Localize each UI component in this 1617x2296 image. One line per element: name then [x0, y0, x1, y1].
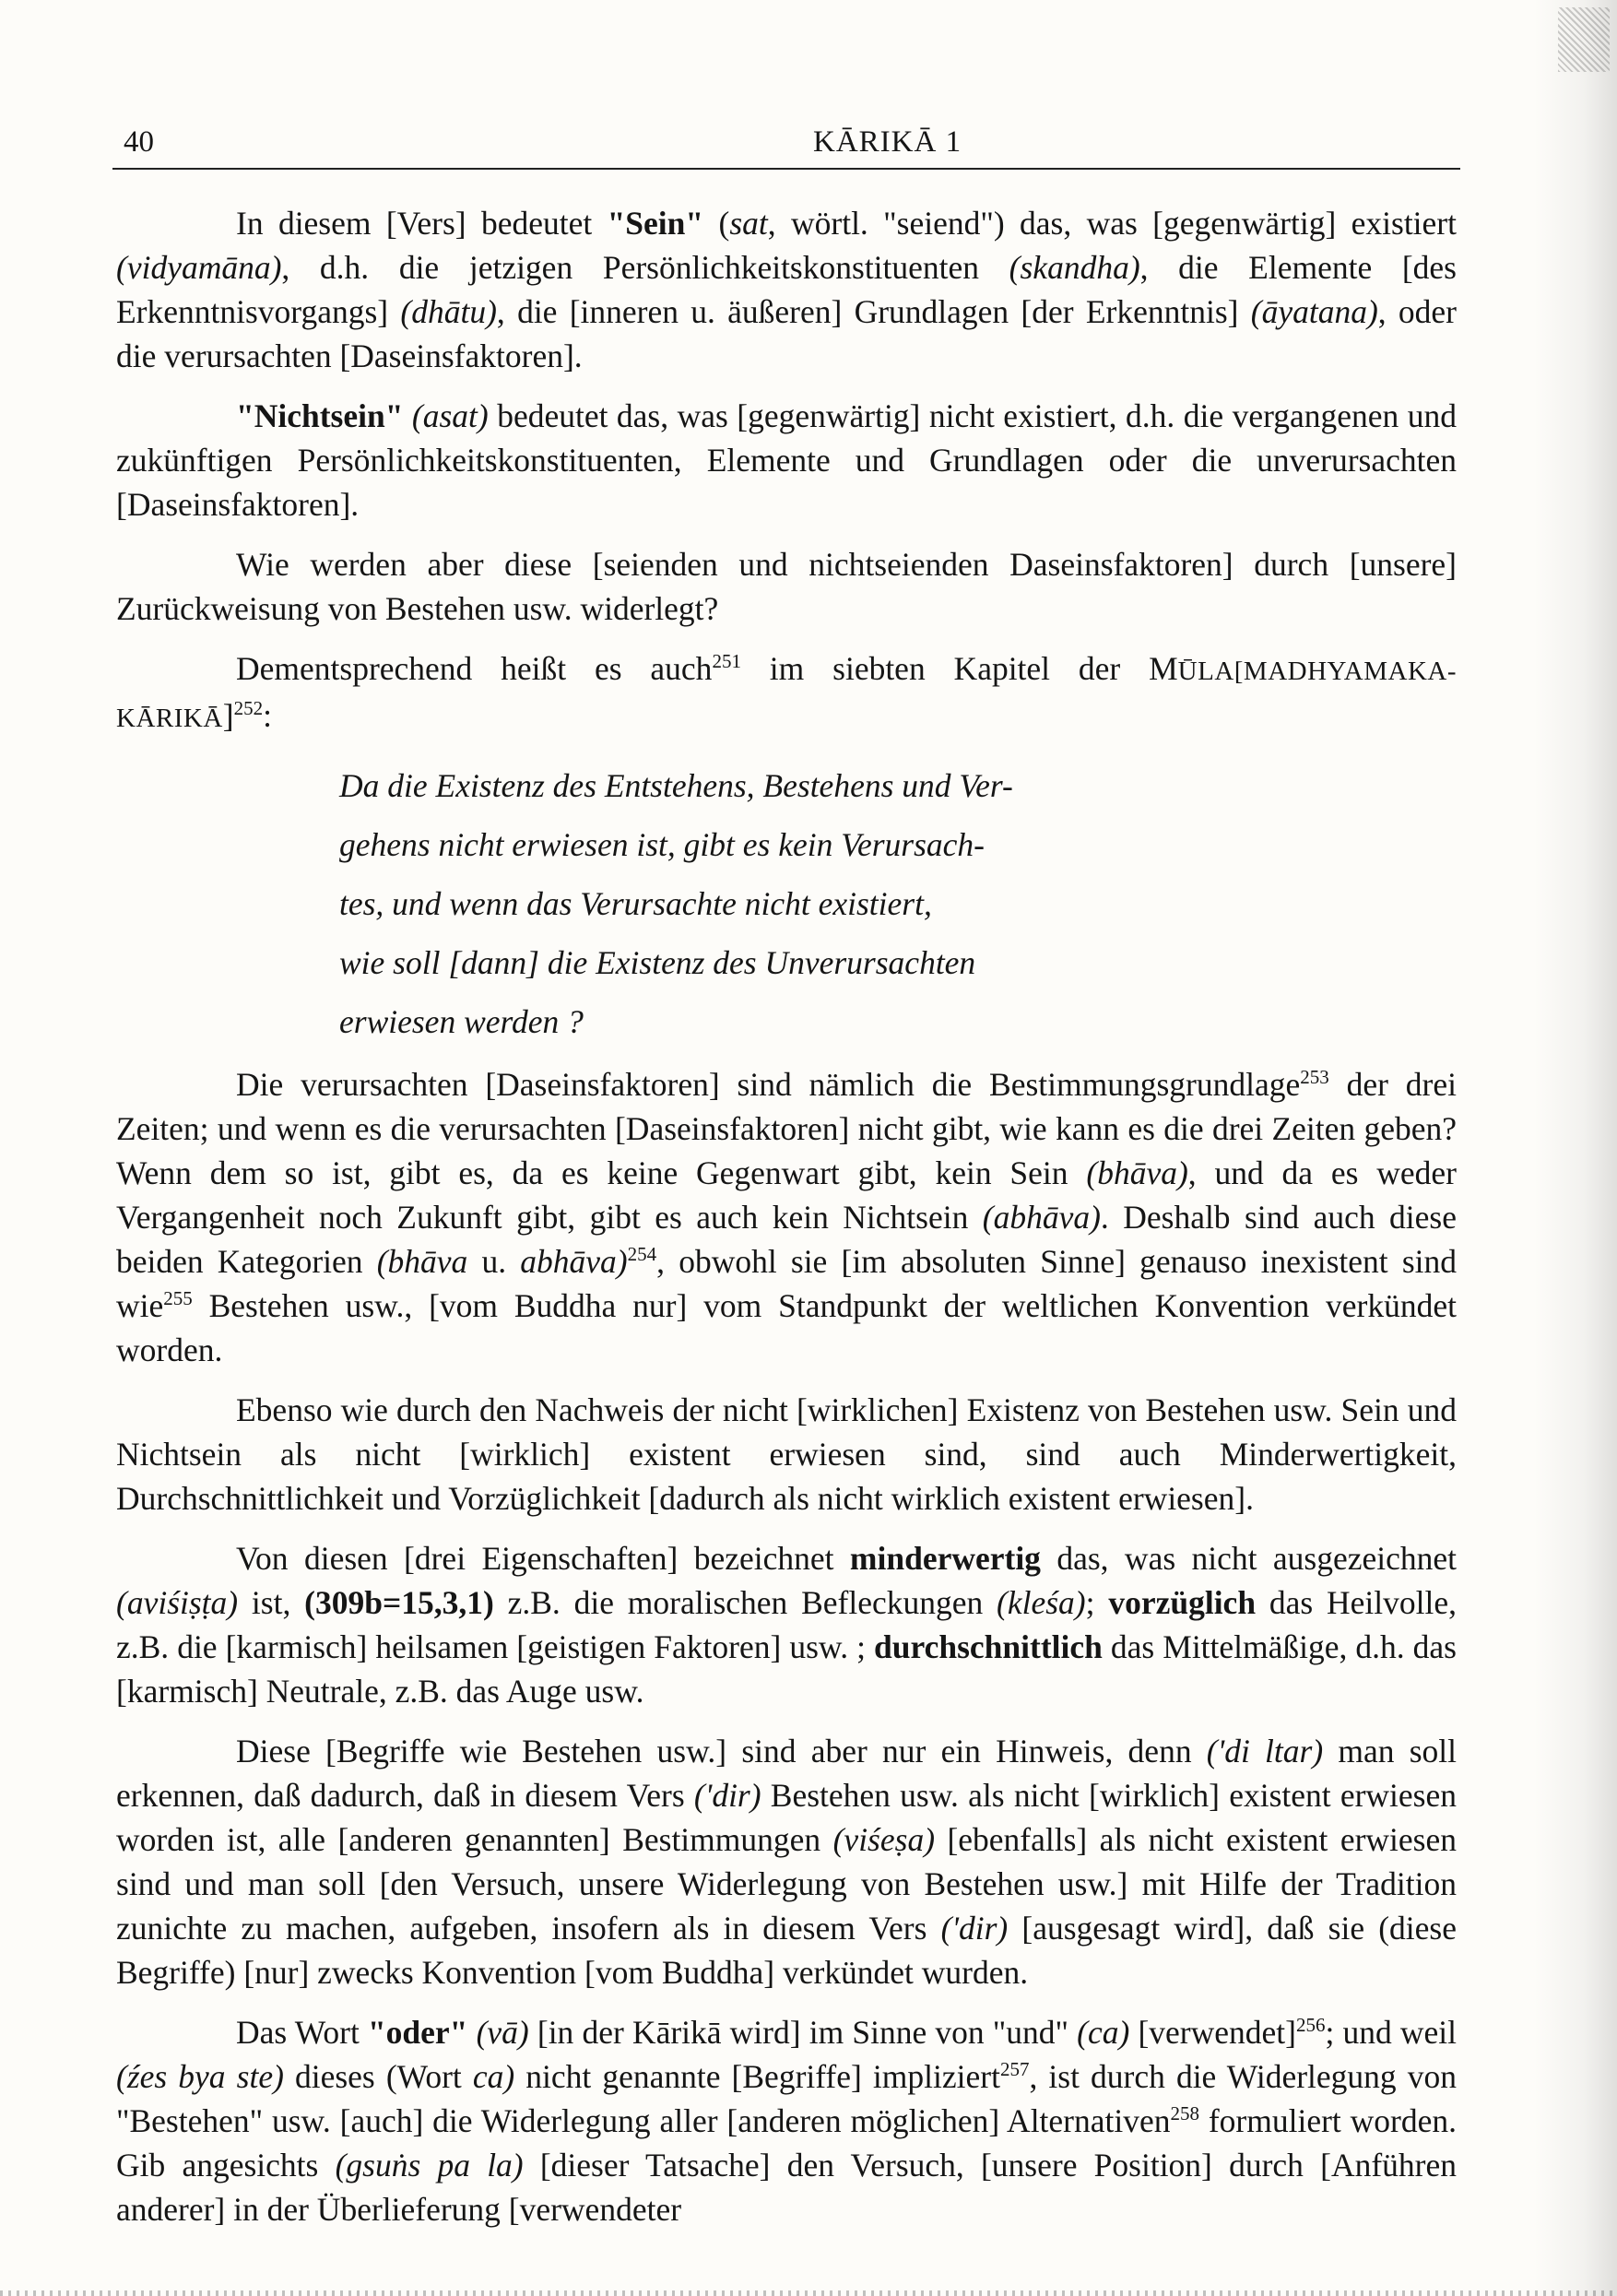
footnote-ref: 254 [627, 1243, 657, 1266]
paragraph-3: Wie werden aber diese [seienden und nichtseienden Daseinsfaktoren] durch [unsere] Zurückweisung von Bestehen usw. widerlegt? [116, 546, 1457, 627]
scan-edge-noise [0, 2290, 1617, 2296]
running-title: KĀRIKĀ 1 [813, 125, 962, 159]
body-text [116, 201, 1457, 2247]
paragraph-4: Dementsprechend heißt es auch$^{251}$ im siebten Kapitel der MŪLA[MADHYAMAKA- KĀRIKĀ]$^{252}$: [116, 650, 1457, 734]
verse-quote [339, 756, 1104, 1051]
paragraph-8: Diese [Begriffe wie Bestehen usw.] sind aber nur ein Hinweis, denn ('di ltar) man soll erkennen, daß dadurch, daß in diesem Vers ('dir) Bestehen usw. als nicht [wirklich] existent erwiesen worden ist, alle [anderen genannten] Bestimmungen (viśeṣa) [ebenfalls] als nicht existent erwiesen sind und man soll [den Versuch, unsere Widerlegung von Bestehen usw.] mit Hilfe der Tradition zunichte zu machen, aufgeben, insofern als in diesem Vers ('dir) [ausgesagt wird], daß sie (diese Begriffe) [nur] zwecks Konvention [vom Buddha] verkündet wurden. [116, 1733, 1458, 1991]
scan-shadow [1534, 0, 1617, 2296]
running-header [112, 125, 1458, 166]
page-number: 40 [124, 125, 154, 159]
paragraph-6: Ebenso wie durch den Nachweis der nicht [wirklichen] Existenz von Bestehen usw. Sein und Nichtsein als nicht [wirklich] existent erwiesen sind, sind auch Minderwertigkeit, Durchschnittlichkeit und Vorzüglichkeit [dadurch als nicht wirklich existent erwiesen]. [116, 1391, 1457, 1517]
footnote-ref: 253 [1300, 1066, 1329, 1089]
verse-line: gehens nicht erwiesen ist, gibt es kein Verursach- [339, 826, 985, 863]
paragraph-1: In diesem [Vers] bedeutet "Sein" (sat, wörtl. "seiend") das, was [gegenwärtig] existiert (vidyamāna), d.h. die jetzigen Persönlichkeitskonstituenten (skandha), die Elemente [des Erkenntnisvorgangs] (dhātu), die [inneren u. äußeren] Grundlagen [der Erkenntnis] (āyatana), oder die verursachten [Daseinsfaktoren]. [116, 205, 1457, 374]
paragraph-7: Von diesen [drei Eigenschaften] bezeichnet minderwertig das, was nicht ausgezeichnet (aviśiṣṭa) ist, (309b=15,3,1) z.B. die moralischen Befleckungen (kleśa); vorzüglich das Heilvolle, z.B. die [karmisch] heilsamen [geistigen Faktoren] usw. ; durchschnittlich das Mittelmäßige, d.h. das [karmisch] Neutrale, z.B. das Auge usw. [116, 1540, 1457, 1710]
paragraph-5: Die verursachten [Daseinsfaktoren] sind nämlich die Bestimmungsgrundlage$^{253}$ der drei Zeiten; und wenn es die verursachten [Daseinsfaktoren] nicht gibt, wie kann es die drei Zeiten geben? Wenn dem so ist, gibt es, da es keine Gegenwart gibt, kein Sein (bhāva), und da es weder Vergangenheit noch Zukunft gibt, gibt es auch kein Nichtsein (abhāva). Deshalb sind auch diese beiden Kategorien (bhāva u. abhāva)$^{254}$, obwohl sie [im absoluten Sinne] genauso inexistent sind wie$^{255}$ Bestehen usw., [vom Buddha nur] vom Standpunkt der weltlichen Konvention verkündet worden. [116, 1066, 1457, 1368]
verse-line: wie soll [dann] die Existenz des Unverursachten [339, 944, 976, 981]
footnote-ref: 252 [233, 697, 264, 720]
paragraph-2: "Nichtsein" (asat) bedeutet das, was [gegenwärtig] nicht existiert, d.h. die vergangenen und zukünftigen Persönlichkeitskonstituenten, Elemente und Grundlagen oder die unverursachten [Daseinsfaktoren]. [116, 397, 1458, 523]
header-rule [112, 168, 1460, 170]
footnote-ref: 258 [1170, 2102, 1199, 2125]
verse-line: tes, und wenn das Verursachte nicht existiert, [339, 885, 932, 922]
footnote-ref: 255 [163, 1287, 193, 1310]
footnote-ref: 251 [712, 650, 741, 673]
verse-line: erwiesen werden ? [339, 1003, 584, 1040]
footnote-ref: 257 [999, 2058, 1030, 2081]
verse-line: Da die Existenz des Entstehens, Bestehens und Ver- [339, 767, 1013, 804]
footnote-ref: 256 [1295, 2014, 1326, 2037]
scan-artifact [1558, 7, 1610, 72]
paragraph-9: Das Wort "oder" (vā) [in der Kārikā wird] im Sinne von "und" (ca) [verwendet]$^{256}$; und weil (źes bya ste) dieses (Wort ca) nicht genannte [Begriffe] impliziert$^{257}$, ist durch die Widerlegung von "Bestehen" usw. [auch] die Widerlegung aller [anderen möglichen] Alternativen$^{258}$ formuliert worden. Gib angesichts (gsuṅs pa la) [dieser Tatsache] den Versuch, [unsere Position] durch [Anführen anderer] in der Überlieferung [verwendeter [116, 2014, 1457, 2228]
